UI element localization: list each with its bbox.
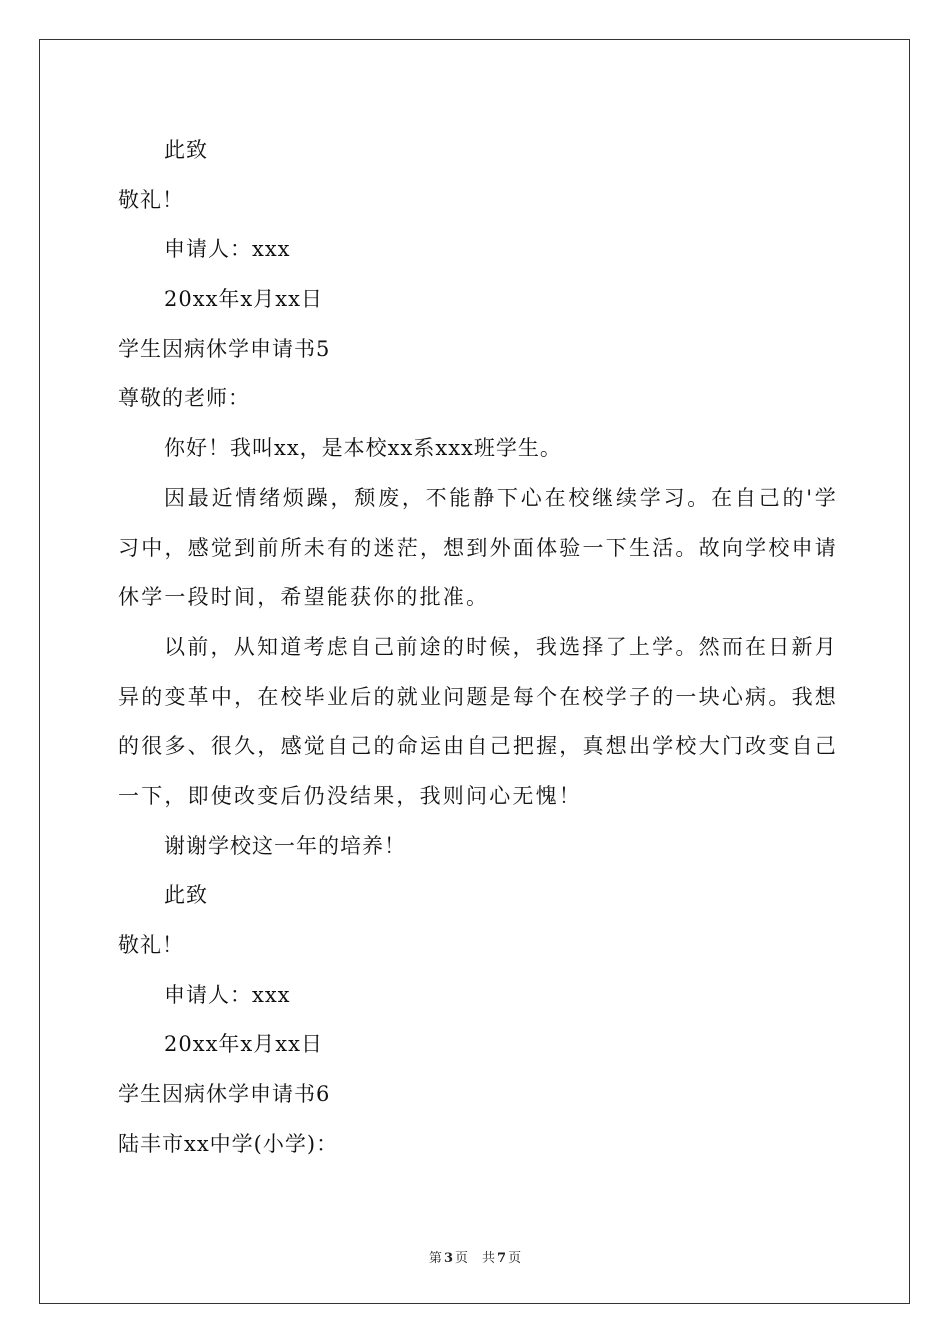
closing-line: 此致 <box>164 138 208 162</box>
applicant-line: 申请人：xxx <box>164 982 291 1007</box>
section-title: 学生因病休学申请书5 <box>118 336 331 361</box>
document-body <box>118 126 838 1170</box>
page-prefix: 第 <box>428 1251 442 1266</box>
body-paragraph: 以前，从知道考虑自己前途的时候，我选择了上学。然而在日新月异的变革中，在校毕业后的就业问题是每个在校学子的一块心病。我想的很多、很久，感觉自己的命运由自己把握，真想出学校大门改变自己一下，即使改变后仍没结果，我则问心无愧！ <box>118 634 838 809</box>
total-suffix: 页 <box>508 1251 522 1266</box>
date-line: 20xx年x月xx日 <box>164 287 323 312</box>
recipient-line: 陆丰市xx中学(小学)： <box>118 1131 339 1156</box>
body-paragraph: 因最近情绪烦躁，颓废，不能静下心在校继续学习。在自己的'学习中，感觉到前所未有的迷茫，想到外面体验一下生活。故向学校申请休学一段时间，希望能获你的批准。 <box>118 485 838 610</box>
salutation-line: 敬礼！ <box>118 933 184 958</box>
intro-line: 你好！我叫xx，是本校xx系xxx班学生。 <box>164 436 562 461</box>
section-title: 学生因病休学申请书6 <box>118 1082 331 1107</box>
date-line: 20xx年x月xx日 <box>164 1032 323 1057</box>
total-pages: 7 <box>497 1251 507 1266</box>
page-suffix: 页 <box>454 1251 468 1266</box>
page-footer <box>0 1247 950 1266</box>
closing-line: 此致 <box>164 883 208 908</box>
applicant-line: 申请人：xxx <box>164 237 291 262</box>
page-number: 3 <box>443 1251 453 1266</box>
total-prefix: 共 <box>482 1251 496 1266</box>
greeting-line: 尊敬的老师： <box>118 386 250 411</box>
thanks-line: 谢谢学校这一年的培养！ <box>164 833 406 858</box>
salutation-line: 敬礼！ <box>118 187 184 212</box>
